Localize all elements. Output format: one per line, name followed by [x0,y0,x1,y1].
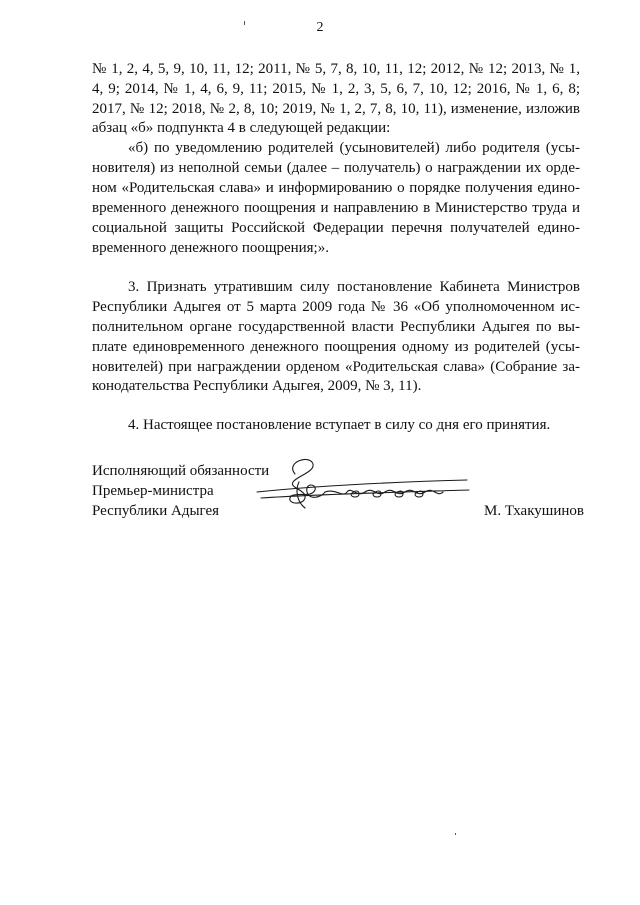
continuation-line: № 1, 2, 4, 5, 9, 10, 11, 12; 2011, № 5, 7, 8, 10, 11, 12; 2012, № 12; 2013, № 1, [92,61,580,77]
signatory-name: М. Тхакушинов [484,503,584,519]
quote-line: новителя) из неполной семьи (далее – получатель) о награждении их орде- [92,160,580,176]
item3-line: Республики Адыгея от 5 марта 2009 года № 36 «Об уполномоченном ис- [92,299,580,315]
quote-line: ном «Родительская слава» и информированию о порядке получения едино- [92,180,580,196]
continuation-line: 4, 9; 2014, № 1, 4, 6, 9, 11; 2015, № 1, 2, 3, 5, 6, 7, 10, 12; 2016, № 1, 6, 8; [92,81,580,97]
continuation-line: 2017, № 12; 2018, № 2, 8, 10; 2019, № 1, 2, 7, 8, 10, 11), изменение, изложив [92,101,580,117]
item3-line: 3. Признать утратившим силу постановление Кабинета Министров [128,279,580,295]
item4-line: 4. Настоящее постановление вступает в силу со дня его принятия. [128,417,551,433]
handwritten-signature [255,452,470,522]
signatory-position-line: Премьер-министра [92,483,214,499]
quote-line: «б) по уведомлению родителей (усыновителей) либо родителя (усы- [128,140,580,156]
scan-speck [244,21,245,25]
signatory-position-line: Республики Адыгея [92,503,220,519]
item3-line: конодательства Республики Адыгея, 2009, № 3, 11). [92,378,422,394]
scan-speck [455,833,456,835]
quote-line: временного денежного поощрения и направлению в Министерство труда и [92,200,580,216]
signatory-position-line: Исполняющий обязанности [92,463,270,479]
continuation-line: абзац «б» подпункта 4 в следующей редакции: [92,120,391,136]
page-number: 2 [316,20,324,35]
item3-line: новителей) при награждении орденом «Родительская слава» (Собрание за- [92,359,580,375]
item3-line: плате единовременного денежного поощрения одному из родителей (усы- [92,339,580,355]
item3-line: полнительном органе государственной власти Республики Адыгея по вы- [92,319,580,335]
quote-line: социальной защиты Российской Федерации перечня получателей едино- [92,220,580,236]
quote-line: временного денежного поощрения;». [92,240,329,256]
